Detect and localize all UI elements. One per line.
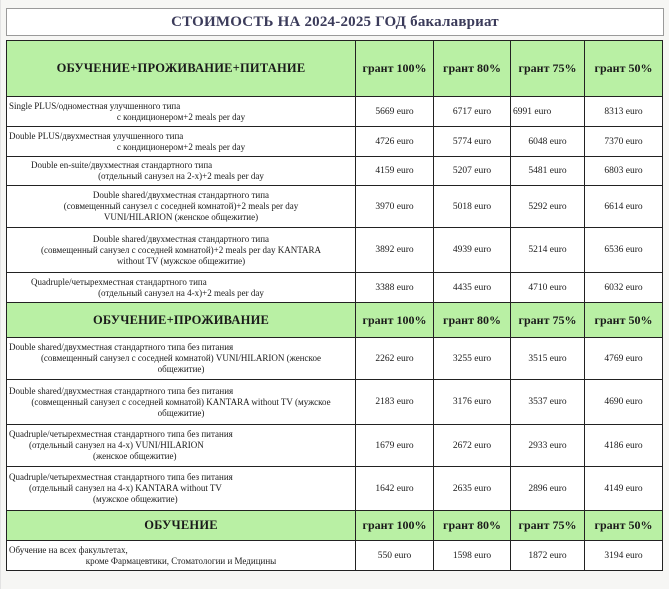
grant-75-header: грант 75% [511, 511, 585, 541]
section-header-row [7, 303, 663, 338]
grant-50-header: грант 50% [585, 303, 663, 338]
grant-100-header: грант 100% [356, 41, 434, 97]
table-row [7, 338, 663, 380]
price-cell: 8313 euro [585, 97, 663, 127]
grant-80-header: грант 80% [434, 511, 511, 541]
price-cell: 5018 euro [434, 186, 511, 228]
price-cell: 5292 euro [511, 186, 585, 228]
grant-75-header: грант 75% [511, 303, 585, 338]
grant-100-header: грант 100% [356, 511, 434, 541]
grant-50-header: грант 50% [585, 511, 663, 541]
price-cell: 3515 euro [511, 338, 585, 380]
row-description [7, 127, 356, 157]
price-cell: 5214 euro [511, 228, 585, 273]
price-cell: 550 euro [356, 541, 434, 571]
price-cell: 7370 euro [585, 127, 663, 157]
price-cell: 4149 euro [585, 467, 663, 511]
grant-75-header: грант 75% [511, 41, 585, 97]
price-cell: 3537 euro [511, 380, 585, 425]
table-row [7, 425, 663, 467]
row-description [7, 157, 356, 186]
description-line: Quadruple/четырехместная стандартного типа без питания [9, 429, 233, 439]
price-cell: 2183 euro [356, 380, 434, 425]
price-cell: 5669 euro [356, 97, 434, 127]
description-line: (отдельный санузел на 4-х) KANTARA without TV [29, 483, 222, 493]
description-line: (женское общежитие) [93, 451, 177, 461]
row-description [7, 338, 356, 380]
description-line: (отдельный санузел на 4-х)+2 meals per day [98, 287, 264, 298]
price-cell: 6032 euro [585, 273, 663, 303]
description-line: общежитие) [157, 407, 205, 418]
table-row [7, 228, 663, 273]
description-line: Quadruple/четырехместная стандартного типа без питания [9, 472, 233, 482]
description-line: Обучение на всех факультетах, [9, 544, 128, 555]
price-cell: 4726 euro [356, 127, 434, 157]
price-cell: 1679 euro [356, 425, 434, 467]
price-table [6, 40, 663, 571]
description-line: (совмещенный санузел с соседней комнатой)+2 meals per day KANTARA [40, 244, 322, 255]
price-cell: 3388 euro [356, 273, 434, 303]
price-cell: 2933 euro [511, 425, 585, 467]
price-cell: 3970 euro [356, 186, 434, 228]
price-cell: 6717 euro [434, 97, 511, 127]
price-cell: 4435 euro [434, 273, 511, 303]
price-cell: 6048 euro [511, 127, 585, 157]
description-line: Double PLUS/двухместная улучшенного типа [9, 130, 184, 141]
description-line: (совмещенный санузел с соседней комнатой) VUNI/HILARION (женское [40, 353, 322, 363]
table-row [7, 157, 663, 186]
description-line: с кондиционером+2 meals per day [116, 141, 246, 152]
price-cell: 4710 euro [511, 273, 585, 303]
description-line: (отдельный санузел на 4-х) VUNI/HILARION [29, 440, 204, 450]
price-cell: 6536 euro [585, 228, 663, 273]
table-row [7, 380, 663, 425]
price-cell: 2672 euro [434, 425, 511, 467]
row-description [7, 541, 356, 571]
price-cell: 4769 euro [585, 338, 663, 380]
price-cell: 3255 euro [434, 338, 511, 380]
description-line: VUNI/HILARION (женское общежитие) [103, 212, 259, 222]
description-line: Quadruple/четырехместная стандартного типа [31, 276, 207, 287]
page-title: СТОИМОСТЬ НА 2024-2025 ГОД бакалавриат [6, 8, 664, 36]
price-cell: 1872 euro [511, 541, 585, 571]
price-cell: 4186 euro [585, 425, 663, 467]
grant-80-header: грант 80% [434, 41, 511, 97]
section-title: ОБУЧЕНИЕ+ПРОЖИВАНИЕ [7, 303, 356, 338]
description-line: (мужское общежитие) [93, 494, 178, 504]
description-line: Double shared/двухместная стандартного типа [92, 190, 270, 200]
price-cell: 2896 euro [511, 467, 585, 511]
price-cell: 6803 euro [585, 157, 663, 186]
price-cell: 2262 euro [356, 338, 434, 380]
price-cell: 1642 euro [356, 467, 434, 511]
price-cell: 4939 euro [434, 228, 511, 273]
price-cell: 4159 euro [356, 157, 434, 186]
description-line: Double shared/двухместная стандартного типа без питания [9, 342, 234, 352]
section-header-row [7, 41, 663, 97]
section-title: ОБУЧЕНИЕ [7, 511, 356, 541]
table-row [7, 127, 663, 157]
price-cell: 1598 euro [434, 541, 511, 571]
description-line: Double en-suite/двухместная стандартного типа [31, 160, 213, 170]
row-description [7, 380, 356, 425]
description-line: Single PLUS/одноместная улучшенного типа [9, 100, 181, 111]
price-cell: 2635 euro [434, 467, 511, 511]
description-line: (совмещенный санузел с соседней комнатой)+2 meals per day [63, 201, 299, 211]
description-line: without TV (мужское общежитие) [116, 255, 246, 266]
description-line: Double shared/двухместная стандартного типа без питания [9, 385, 234, 396]
description-line: кроме Фармацевтики, Стоматологии и Медицины [85, 555, 277, 566]
price-cell: 6614 euro [585, 186, 663, 228]
table-row [7, 467, 663, 511]
table-row [7, 186, 663, 228]
row-description [7, 273, 356, 303]
price-cell: 6991 euro [511, 97, 585, 127]
grant-100-header: грант 100% [356, 303, 434, 338]
price-cell: 4690 euro [585, 380, 663, 425]
section-title: ОБУЧЕНИЕ+ПРОЖИВАНИЕ+ПИТАНИЕ [7, 41, 356, 97]
grant-80-header: грант 80% [434, 303, 511, 338]
grant-50-header: грант 50% [585, 41, 663, 97]
table-row [7, 541, 663, 571]
price-cell: 3194 euro [585, 541, 663, 571]
table-row [7, 97, 663, 127]
description-line: общежитие) [157, 364, 205, 374]
description-line: (совмещенный санузел с соседней комнатой) KANTARA without TV (мужское [31, 396, 331, 407]
price-cell: 5774 euro [434, 127, 511, 157]
row-description [7, 97, 356, 127]
row-description [7, 425, 356, 467]
description-line: (отдельный санузел на 2-х)+2 meals per day [98, 171, 264, 181]
price-cell: 3892 euro [356, 228, 434, 273]
price-cell: 3176 euro [434, 380, 511, 425]
row-description [7, 186, 356, 228]
section-header-row [7, 511, 663, 541]
row-description [7, 467, 356, 511]
description-line: с кондиционером+2 meals per day [116, 111, 246, 122]
row-description [7, 228, 356, 273]
price-cell: 5481 euro [511, 157, 585, 186]
table-row [7, 273, 663, 303]
price-cell: 5207 euro [434, 157, 511, 186]
description-line: Double shared/двухместная стандартного типа [92, 233, 270, 244]
